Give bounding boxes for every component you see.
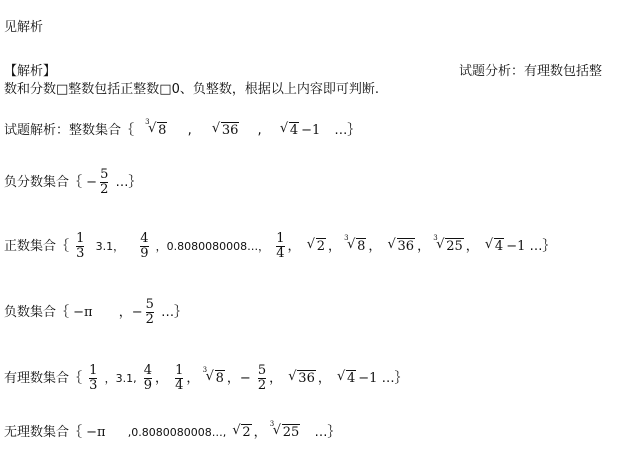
rational-set-line: 有理数集合｛ $\frac{1}{3}$ ，3.1, $\frac{4}{9}$ ， $\frac{1}{4}$ ， 3 √ 8 ，− $\frac{5}{2}$ ， √ 36 ， √ 4 −1 …｝ (4, 363, 408, 393)
irrational-set-line: 无理数集合｛ −π ,0.8080080008…, √ 2 ， 3 √ 25 …｝ (4, 420, 341, 440)
positive-set-line: 正数集合｛ $\frac{1}{3}$ 3.1， $\frac{4}{9}$ ，0.8080080008…， $\frac{1}{4}$ ， √ 2 ， 3 √ 8 ， √ 36 ， 3 √ 25 ， √ 4 −1 …｝ (4, 231, 556, 261)
header-text: 见解析 (4, 20, 44, 35)
integer-set-line: 试题解析：整数集合｛ 3 √ 8 , √ 36 , √ 4 −1 …｝ (4, 118, 361, 138)
positive-set-label: 正数集合｛ (4, 239, 70, 254)
cbrt-8: 3 √ 8 (145, 118, 167, 138)
sqrt-36: √ 36 (211, 121, 239, 138)
neg-fraction-line: 负分数集合｛ − $\frac{5}{2}$ …｝ (4, 167, 142, 197)
negative-set-label: 负数集合｛ (4, 305, 70, 320)
analysis-line: 数和分数□整数包括正整数□0、负整数，根据以上内容即可判断. (4, 82, 379, 97)
fraction: $\frac{5}{2}$ (100, 167, 109, 197)
analysis-intro: 试题分析：有理数包括整 (459, 64, 603, 79)
negative-set-line: 负数集合｛ −π ，− $\frac{5}{2}$ …｝ (4, 297, 188, 327)
rational-set-label: 有理数集合｛ (4, 371, 83, 386)
neg-fraction-label: 负分数集合｛ (4, 175, 83, 190)
irrational-set-label: 无理数集合｛ (4, 425, 83, 440)
sqrt-4: √ 4 (279, 121, 299, 138)
analysis-tag: 【解析】 (4, 64, 57, 79)
integer-set-label: 试题解析：整数集合｛ (4, 123, 135, 138)
